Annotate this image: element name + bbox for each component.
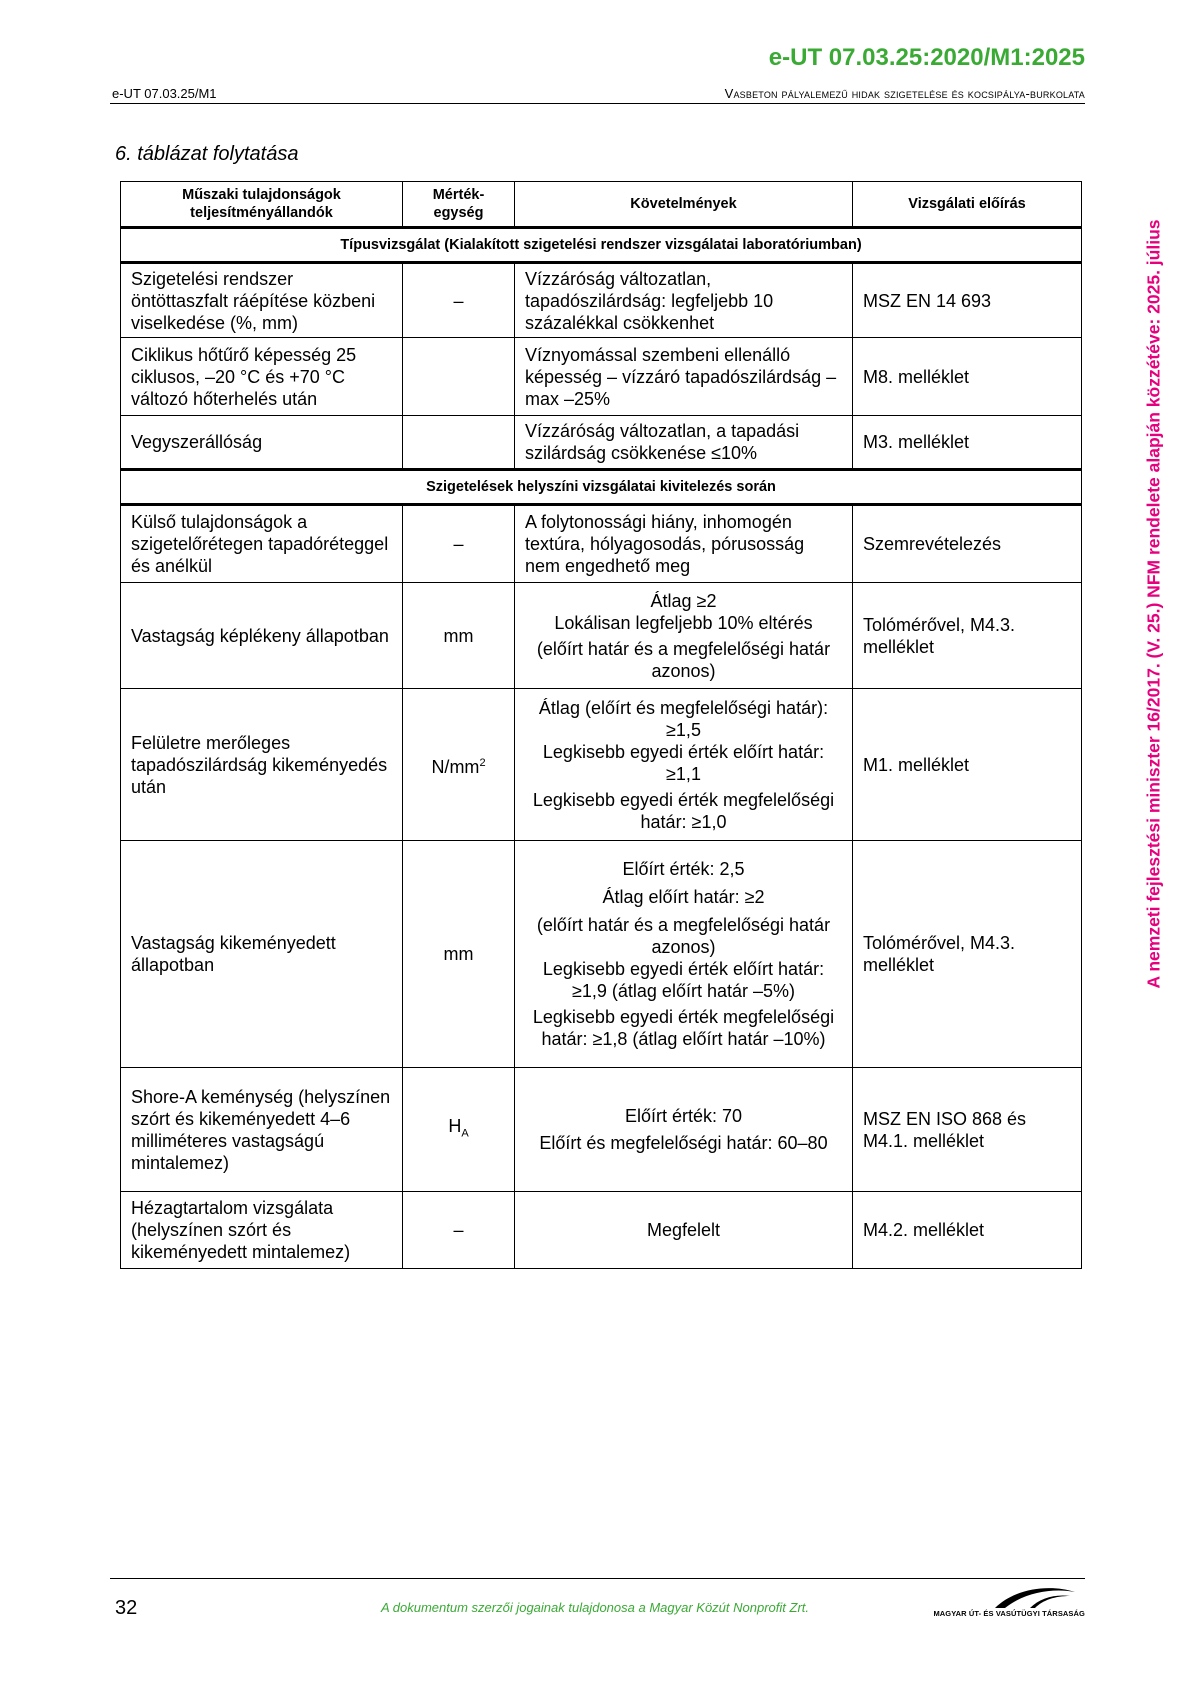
header-unit: Mérték-egység xyxy=(403,182,515,228)
cell-method: MSZ EN 14 693 xyxy=(853,263,1082,338)
table-row xyxy=(121,338,1082,416)
table-row xyxy=(121,416,1082,470)
cell-property: Külső tulajdonságok a szigetelőrétegen tapadóréteggel és anélkül xyxy=(121,505,403,583)
footer-rule xyxy=(110,1578,1085,1579)
requirement-line: Legkisebb egyedi érték megfelelőségi határ: ≥1,8 (átlag előírt határ –10%) xyxy=(532,1007,835,1049)
requirement-line: Legkisebb egyedi érték előírt határ: ≥1,9 (átlag előírt határ –5%) xyxy=(542,959,825,1001)
document-code: e-UT 07.03.25:2020/M1:2025 xyxy=(768,44,1085,71)
cell-unit: – xyxy=(403,263,515,338)
cell-requirement: Vízzáróság változatlan, tapadószilárdság: legfeljebb 10 százalékkal csökkenhet xyxy=(515,263,853,338)
table-row xyxy=(121,505,1082,583)
table-header-row xyxy=(121,182,1082,228)
unit-base: N/mm xyxy=(431,756,480,777)
table-row xyxy=(121,583,1082,689)
header-property: Műszaki tulajdonságok teljesítményállandók xyxy=(121,182,403,228)
cell-requirement xyxy=(515,841,853,1068)
cell-property: Vastagság kikeményedett állapotban xyxy=(121,841,403,1068)
requirement-line: Átlag előírt határ: ≥2 xyxy=(602,887,765,907)
cell-unit xyxy=(403,338,515,416)
requirements-table xyxy=(120,181,1082,1269)
cell-method: MSZ EN ISO 868 és M4.1. melléklet xyxy=(853,1068,1082,1192)
cell-method: Tolómérővel, M4.3. melléklet xyxy=(853,841,1082,1068)
page-number: 32 xyxy=(115,1597,138,1619)
header-method: Vizsgálati előírás xyxy=(853,182,1082,228)
requirement-line: (előírt határ és a megfelelőségi határ azonos) xyxy=(536,915,831,957)
cell-property: Shore-A keménység (helyszínen szórt és kikeményedett 4–6 milliméteres vastagságú mintalemez) xyxy=(121,1068,403,1192)
logo-swoosh-icon xyxy=(935,1582,1085,1612)
unit-base: H xyxy=(448,1115,462,1136)
cell-method: Szemrevételezés xyxy=(853,505,1082,583)
cell-property: Hézagtartalom vizsgálata (helyszínen szórt és kikeményedett mintalemez) xyxy=(121,1192,403,1269)
cell-property: Vegyszerállóság xyxy=(121,416,403,470)
cell-property: Szigetelési rendszer öntöttaszfalt ráépítése közbeni viselkedése (%, mm) xyxy=(121,263,403,338)
section-type-test: Típusvizsgálat (Kialakított szigetelési rendszer vizsgálatai laboratóriumban) xyxy=(121,228,1082,263)
requirement-line: Legkisebb egyedi érték megfelelőségi határ: ≥1,0 xyxy=(532,789,835,832)
cell-method: Tolómérővel, M4.3. melléklet xyxy=(853,583,1082,689)
cell-property: Vastagság képlékeny állapotban xyxy=(121,583,403,689)
cell-requirement: A folytonossági hiány, inhomogén textúra, hólyagosodás, pórusosság nem engedhető meg xyxy=(515,505,853,583)
copyright-note: A dokumentum szerzői jogainak tulajdonosa a Magyar Közút Nonprofit Zrt. xyxy=(380,1600,809,1615)
society-logo xyxy=(935,1582,1085,1622)
cell-unit xyxy=(403,1068,515,1192)
cell-requirement xyxy=(515,1068,853,1192)
section-row xyxy=(121,228,1082,263)
requirement-line: Legkisebb egyedi érték előírt határ: ≥1,1 xyxy=(542,741,825,784)
cell-unit: – xyxy=(403,1192,515,1269)
cell-method: M3. melléklet xyxy=(853,416,1082,470)
cell-requirement xyxy=(515,689,853,841)
cell-property: Ciklikus hőtűrő képesség 25 ciklusos, –20 °C és +70 °C változó hőterhelés után xyxy=(121,338,403,416)
cell-unit xyxy=(403,416,515,470)
table-row xyxy=(121,1192,1082,1269)
cell-requirement xyxy=(515,583,853,689)
requirement-line: Átlag (előírt és megfelelőségi határ): ≥1,5 xyxy=(538,697,829,740)
publication-note: A nemzeti fejlesztési miniszter 16/2017. (V. 25.) NFM rendelete alapján közzétéve: 2025. július xyxy=(1143,219,1164,989)
cell-unit: mm xyxy=(403,583,515,689)
table-row xyxy=(121,1068,1082,1192)
cell-method: M4.2. melléklet xyxy=(853,1192,1082,1269)
cell-unit: – xyxy=(403,505,515,583)
cell-property: Felületre merőleges tapadószilárdság kikeményedés után xyxy=(121,689,403,841)
section-row xyxy=(121,470,1082,505)
requirement-line: Előírt érték: 70 xyxy=(624,1106,743,1126)
cell-unit: mm xyxy=(403,841,515,1068)
table-row xyxy=(121,841,1082,1068)
table-row xyxy=(121,689,1082,841)
requirement-line: Előírt és megfelelőségi határ: 60–80 xyxy=(539,1133,828,1153)
table-row xyxy=(121,263,1082,338)
unit-subscript: A xyxy=(461,1127,469,1140)
logo-text: MAGYAR ÚT- ÉS VASÚTÜGYI TÁRSASÁG xyxy=(933,1609,1085,1618)
cell-method: M1. melléklet xyxy=(853,689,1082,841)
cell-method: M8. melléklet xyxy=(853,338,1082,416)
requirement-line: Lokálisan legfeljebb 10% eltérés xyxy=(554,612,813,633)
requirement-line: (előírt határ és a megfelelőségi határ azonos) xyxy=(536,638,831,681)
unit-superscript: 2 xyxy=(479,756,486,769)
cell-unit xyxy=(403,689,515,841)
cell-requirement: Víznyomással szembeni ellenálló képesség – vízzáró tapadószilárdság – max –25% xyxy=(515,338,853,416)
requirement-line: Átlag ≥2 xyxy=(650,590,717,611)
header-left-code: e-UT 07.03.25/M1 xyxy=(112,86,217,101)
cell-requirement: Megfelelt xyxy=(515,1192,853,1269)
section-field-test: Szigetelések helyszíni vizsgálatai kivitelezés során xyxy=(121,470,1082,505)
header-requirement: Követelmények xyxy=(515,182,853,228)
cell-requirement: Vízzáróság változatlan, a tapadási szilárdság csökkenése ≤10% xyxy=(515,416,853,470)
table-caption: 6. táblázat folytatása xyxy=(115,143,299,165)
header-title: Vasbeton pályalemezű hidak szigetelése és kocsipálya-burkolata xyxy=(724,86,1085,101)
publication-sidebar xyxy=(1143,164,1165,1044)
header-rule xyxy=(110,103,1085,104)
requirement-line: Előírt érték: 2,5 xyxy=(622,859,745,879)
